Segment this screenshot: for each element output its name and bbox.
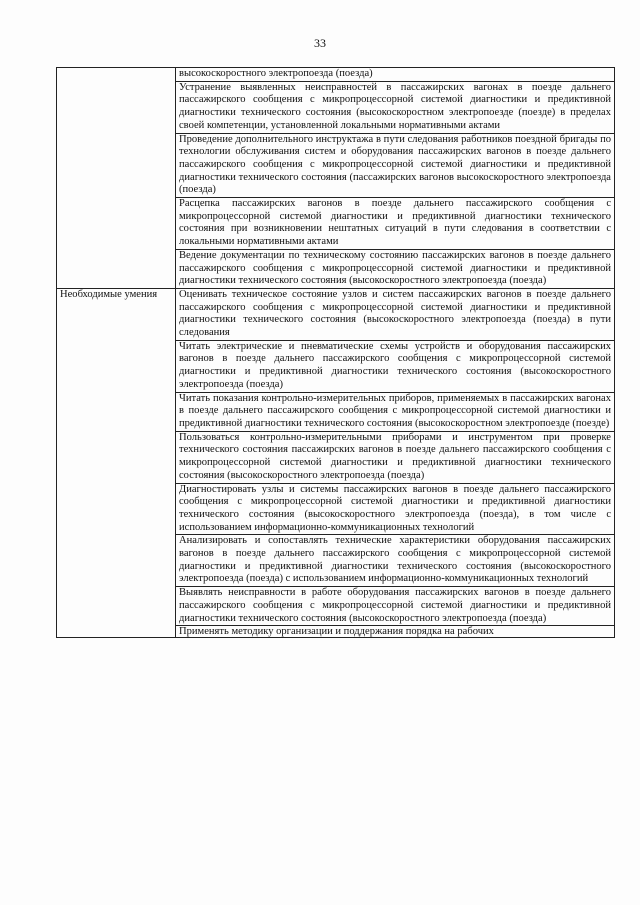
table-row [57, 288, 615, 340]
cell-text: Оценивать техническое состояние узлов и систем пассажирских вагонов в поезде дальнего пассажирского сообщения с микропроцессорной системой диагностики и предиктивной диагностики технического состояния (высокоскоростного электропоезда (поезда) в пути следования [179, 288, 611, 339]
requirements-table [56, 67, 615, 638]
table-cell [176, 81, 615, 133]
table-cell [176, 68, 615, 82]
table-cell [176, 483, 615, 535]
cell-text: Пользоваться контрольно-измерительными приборами и инструментом при проверке технического состояния пассажирских вагонов в поезде дальнего пассажирского сообщения с микропроцессорной системой диагностики и предиктивной диагностики технического состояния (высокоскоростного электропоезда (поезда) [179, 431, 611, 481]
table-cell-partial [176, 626, 615, 638]
table-cell [176, 198, 615, 250]
cell-text: Читать показания контрольно-измерительных приборов, применяемых в пассажирских вагонах в поезде дальнего пассажирского сообщения с микропроцессорной системой диагностики и предиктивной диагностики технического состояния (высокоскоростном электропоезде (поезде) [179, 392, 611, 429]
table-cell [176, 392, 615, 431]
section-label-cell [57, 288, 176, 637]
cell-text: Диагностировать узлы и системы пассажирских вагонов в поезде дальнего пассажирского сообщения с микропроцессорной системой диагностики и предиктивной диагностики технического состояния (высокоскоростного электропоезда (поезда), в том числе с использованием информационно-коммуникационных технологий [179, 483, 611, 533]
cell-text: Расцепка пассажирских вагонов в поезде дальнего пассажирского сообщения с микропроцессорной системой диагностики и предиктивной диагностики технического состояния при возникновении нештатных ситуаций в пути следования в соответствии с локальными нормативными актами [179, 198, 611, 248]
table-cell [176, 340, 615, 392]
cell-text: Читать электрические и пневматические схемы устройств и оборудования пассажирских вагонов в поезде дальнего пассажирского сообщения с микропроцессорной системой диагностики и предиктивной диагностики технического состояния (высокоскоростного электропоезда (поезда) [179, 340, 611, 390]
cell-text: Анализировать и сопоставлять технические характеристики оборудования пассажирских вагонов в поезде дальнего пассажирского сообщения с микропроцессорной системой диагностики и предиктивной диагностики технического состояния (высокоскоростного электропоезда (поезда) с использованием информационно-коммуникационных технологий [179, 535, 611, 585]
cell-text: высокоскоростного электропоезда (поезда) [179, 68, 373, 79]
table-cell [176, 133, 615, 198]
table-row [57, 68, 615, 82]
cell-text: Проведение дополнительного инструктажа в пути следования работников поездной бригады по технологии обслуживания систем и оборудования пассажирских вагонов в поезде дальнего пассажирского сообщения с микропроцессорной системой диагностики и предиктивной диагностики технического состояния (пассажирских вагонов высокоскоростного электропоезда (поезда) [179, 133, 611, 196]
section-label: Необходимые умения [60, 288, 158, 300]
table-cell [176, 535, 615, 587]
page-number: 33 [314, 36, 326, 50]
cell-text: Выявлять неисправности в работе оборудования пассажирских вагонов в поезде дальнего пассажирского сообщения с микропроцессорной системой диагностики и предиктивной диагностики технического состояния (высокоскоростного электропоезда (поезда) [179, 587, 611, 624]
table-cell [176, 288, 615, 340]
table-cell [176, 249, 615, 288]
cell-text: Применять методику организации и поддержания порядка на рабочих [179, 626, 494, 638]
table-cell [176, 431, 615, 483]
section-label-cell-empty [57, 68, 176, 289]
table-cell [176, 587, 615, 626]
cell-text: Ведение документации по техническому состоянию пассажирских вагонов в поезде дальнего пассажирского сообщения с микропроцессорной системой диагностики и предиктивной диагностики технического состояния (высокоскоростного электропоезда (поезда) [179, 249, 611, 287]
cell-text: Устранение выявленных неисправностей в пассажирских вагонах в поезде дальнего пассажирского сообщения с микропроцессорной системой диагностики и предиктивной диагностики технического состояния (высокоскоростном электропоезде (поезде) в пределах своей компетенции, установленной локальными нормативными актами [179, 81, 611, 131]
